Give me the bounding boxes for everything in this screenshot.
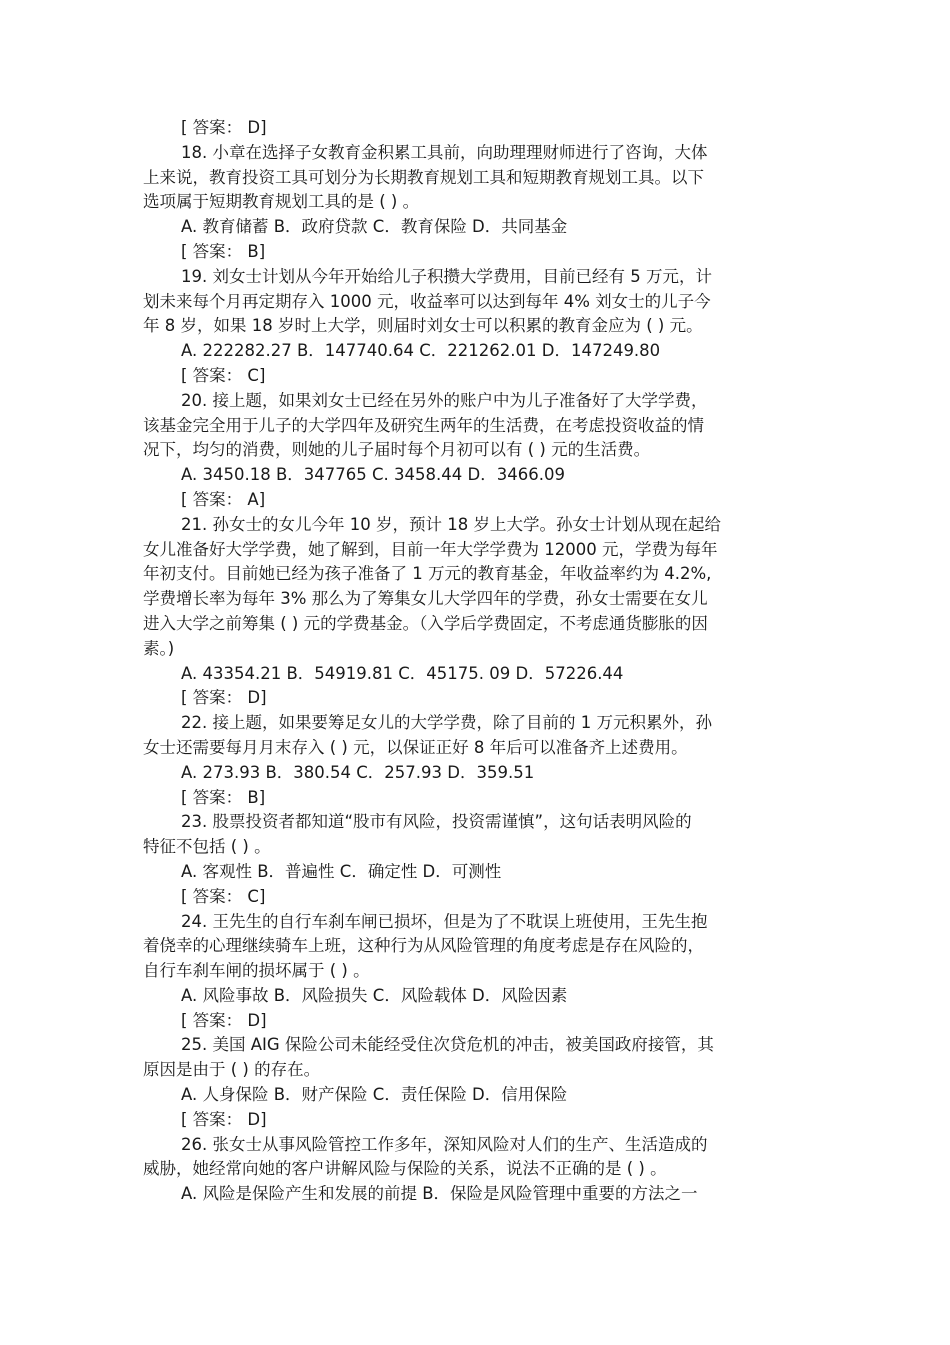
options-line-opt26 (143, 1182, 793, 1207)
options-line-opt21 (143, 662, 793, 687)
text-line: 20. 接上题，如果刘女士已经在另外的账户中为儿子准备好了大学学费， (181, 390, 708, 410)
question-block-q25 (143, 1033, 793, 1083)
answer-line-ans22 (143, 786, 793, 811)
text-line: 年 8 岁，如果 18 岁时上大学，则届时刘女士可以积累的教育金应为 ( ) 元。 (143, 316, 703, 336)
answer-line-ans19 (143, 364, 793, 389)
options-line-opt25 (143, 1083, 793, 1108)
text-line: 威胁，她经常向她的客户讲解风险与保险的关系，说法不正确的是 ( ) 。 (143, 1159, 667, 1179)
answer-line-ans25 (143, 1108, 793, 1133)
text-line: 选项属于短期教育规划工具的是 ( ) 。 (143, 192, 420, 212)
answer-line-ans18 (143, 240, 793, 265)
text-line: 年初支付。目前她已经为孩子准备了 1 万元的教育基金，年收益率约为 4.2%, (143, 564, 712, 584)
answer-line-ans20 (143, 488, 793, 513)
text-line: [ 答案： D] (181, 1010, 267, 1030)
text-line: A. 客观性 B．普遍性 C．确定性 D．可测性 (181, 861, 502, 881)
text-line: 着侥幸的心理继续骑车上班，这种行为从风险管理的角度考虑是存在风险的， (143, 936, 704, 956)
options-line-opt19 (143, 339, 793, 364)
text-line: 23. 股票投资者都知道“股市有风险，投资需谨慎”，这句话表明风险的 (181, 812, 692, 832)
question-block-q24 (143, 910, 793, 984)
options-line-opt24 (143, 984, 793, 1009)
question-block-q23 (143, 810, 793, 860)
question-block-q19 (143, 265, 793, 339)
text-line: 19. 刘女士计划从今年开始给儿子积攒大学费用，目前已经有 5 万元，计 (181, 266, 712, 286)
text-line: A. 43354.21 B．54919.81 C．45175. 09 D．57226.44 (181, 663, 624, 683)
text-line: 18. 小章在选择子女教育金积累工具前，向助理理财师进行了咨询，大体 (181, 142, 708, 162)
text-line: A. 人身保险 B．财产保险 C．责任保险 D．信用保险 (181, 1085, 568, 1105)
text-line: A. 3450.18 B．347765 C. 3458.44 D．3466.09 (181, 465, 565, 485)
text-line: [ 答案： A] (181, 489, 266, 509)
text-line: A. 273.93 B．380.54 C．257.93 D．359.51 (181, 762, 535, 782)
text-line: [ 答案： D] (181, 1109, 267, 1129)
text-line: 25. 美国 AIG 保险公司未能经受住次贷危机的冲击，被美国政府接管，其 (181, 1035, 714, 1055)
text-line: 女儿准备好大学学费，她了解到，目前一年大学学费为 12000 元，学费为每年 (143, 539, 718, 559)
text-line: 进入大学之前筹集 ( ) 元的学费基金。（入学后学费固定，不考虑通货膨胀的因 (143, 613, 708, 633)
text-line: [ 答案： D] (181, 688, 267, 708)
text-line: 21. 孙女士的女儿今年 10 岁，预计 18 岁上大学。孙女士计划从现在起给 (181, 514, 721, 534)
text-line: 女士还需要每月月末存入 ( ) 元，以保证正好 8 年后可以准备齐上述费用。 (143, 737, 688, 757)
text-line: 上来说，教育投资工具可划分为长期教育规划工具和短期教育规划工具。以下 (143, 167, 704, 187)
question-block-q21 (143, 513, 793, 662)
text-line: 特征不包括 ( ) 。 (143, 837, 271, 857)
question-list (143, 116, 793, 1207)
text-line: [ 答案： C] (181, 365, 266, 385)
question-block-q20 (143, 389, 793, 463)
text-line: 况下，均匀的消费，则她的儿子届时每个月初可以有 ( ) 元的生活费。 (143, 440, 651, 460)
question-block-q22 (143, 711, 793, 761)
question-block-q26 (143, 1133, 793, 1183)
options-line-opt23 (143, 860, 793, 885)
answer-line-ans23 (143, 885, 793, 910)
text-line: A. 教育储蓄 B．政府贷款 C．教育保险 D．共同基金 (181, 217, 568, 237)
text-line: [ 答案： B] (181, 787, 266, 807)
text-line: A. 222282.27 B．147740.64 C．221262.01 D．147249.80 (181, 341, 661, 361)
text-line: 22. 接上题，如果要筹足女儿的大学学费，除了目前的 1 万元积累外，孙 (181, 713, 712, 733)
text-line: 26. 张女士从事风险管控工作多年，深知风险对人们的生产、生活造成的 (181, 1134, 708, 1154)
text-line: A. 风险事故 B．风险损失 C．风险载体 D．风险因素 (181, 985, 568, 1005)
answer-line-ans24 (143, 1009, 793, 1034)
text-line: 划未来每个月再定期存入 1000 元，收益率可以达到每年 4% 刘女士的儿子今 (143, 291, 711, 311)
text-line: 素。) (143, 638, 175, 658)
options-line-opt18 (143, 215, 793, 240)
text-line: 自行车刹车闸的损坏属于 ( ) 。 (143, 961, 370, 981)
answer-line-ans21 (143, 686, 793, 711)
question-block-q18 (143, 141, 793, 215)
text-line: [ 答案： B] (181, 241, 266, 261)
options-line-opt22 (143, 761, 793, 786)
text-line: A. 风险是保险产生和发展的前提 B．保险是风险管理中重要的方法之一 (181, 1184, 698, 1204)
text-line: [ 答案： C] (181, 886, 266, 906)
text-line: 原因是由于 ( ) 的存在。 (143, 1060, 321, 1080)
answer-line-ans17 (143, 116, 793, 141)
text-line: 学费增长率为每年 3% 那么为了筹集女儿大学四年的学费，孙女士需要在女儿 (143, 589, 708, 609)
text-line: 24. 王先生的自行车刹车闸已损坏，但是为了不耽误上班使用，王先生抱 (181, 911, 708, 931)
text-line: 该基金完全用于儿子的大学四年及研究生两年的生活费，在考虑投资收益的情 (143, 415, 704, 435)
text-line: [ 答案： D] (181, 118, 267, 137)
options-line-opt20 (143, 463, 793, 488)
